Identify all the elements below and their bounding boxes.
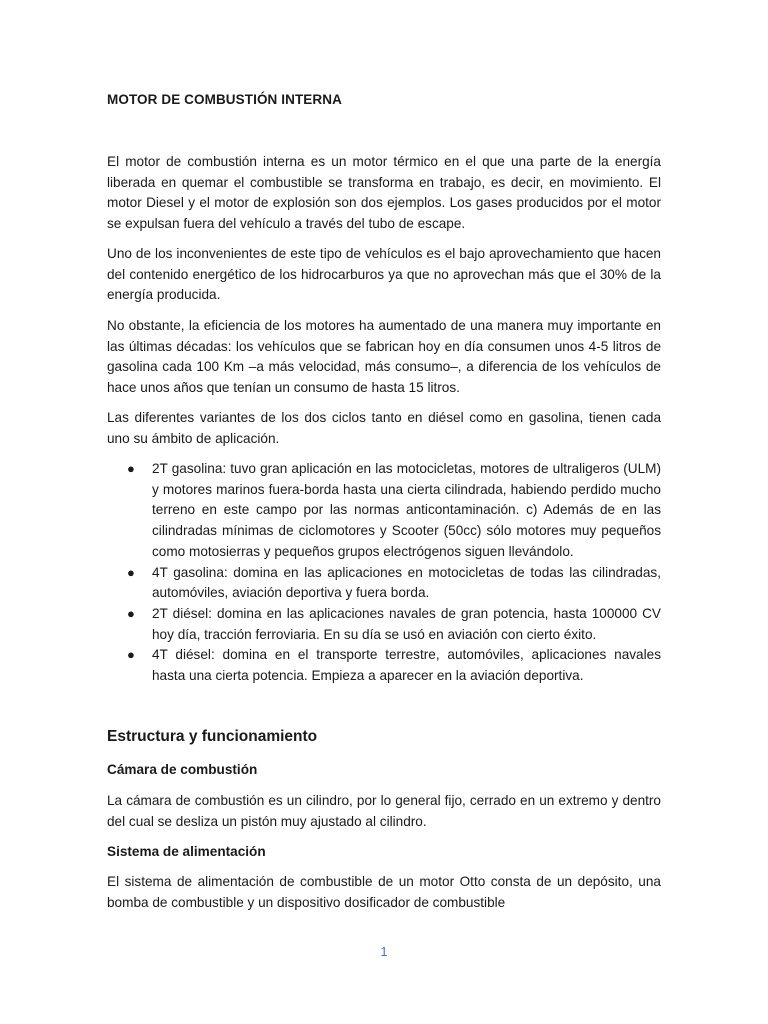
paragraph-alimentacion <box>107 872 661 913</box>
list-item <box>107 604 661 645</box>
bullet-icon: ● <box>127 461 135 476</box>
bullet-icon: ● <box>127 605 135 621</box>
list-item <box>107 459 661 563</box>
subsection-heading-alimentacion: Sistema de alimentación <box>107 844 266 859</box>
bullet-list <box>107 459 661 687</box>
list-item <box>107 563 661 604</box>
list-item-text: 2T diésel: domina en las aplicaciones navales de gran potencia, hasta 100000 CV hoy día, tracción ferroviaria. En su día se usó en aviación con cierto éxito. <box>152 605 661 642</box>
paragraph-text: Uno de los inconvenientes de este tipo de vehículos es el bajo aprovechamiento que hacen del contenido energético de los hidrocarburos ya que no aprovechan más que el 30% de la energía producida. <box>107 246 661 303</box>
bullet-icon: ● <box>127 564 135 580</box>
paragraph-text: El motor de combustión interna es un motor térmico en el que una parte de la energía liberada en quemar el combustible se transforma en trabajo, es decir, en movimiento. El motor Diesel y el motor de explosión son dos ejemplos. Los gases producidos por el motor se expulsan fuera del vehículo a través del tubo de escape. <box>107 154 661 232</box>
list-item <box>107 645 661 686</box>
section-heading: Estructura y funcionamiento <box>107 728 318 745</box>
page-number: 1 <box>380 944 388 959</box>
list-item-text: 4T gasolina: domina en las aplicaciones en motocicletas de todas las cilindradas, automóviles, aviación deportiva y fuera borda. <box>152 564 661 601</box>
paragraph-variantes <box>107 408 661 449</box>
paragraph-camara <box>107 791 661 832</box>
paragraph-text: La cámara de combustión es un cilindro, por lo general fijo, cerrado en un extremo y dentro del cual se desliza un pistón muy ajustado al cilindro. <box>107 793 661 829</box>
paragraph-text: El sistema de alimentación de combustible de un motor Otto consta de un depósito, una bomba de combustible y un dispositivo dosificador de combustible <box>107 874 661 910</box>
paragraph-intro <box>107 152 661 235</box>
subsection-heading-camara: Cámara de combustión <box>107 762 258 777</box>
list-item-text: 4T diésel: domina en el transporte terrestre, automóviles, aplicaciones navales hasta una cierta potencia. Empieza a aparecer en la aviación deportiva. <box>152 647 661 684</box>
paragraph-inconvenientes <box>107 244 661 306</box>
list-item-text: 2T gasolina: tuvo gran aplicación en las motocicletas, motores de ultraligeros (ULM) y motores marinos fuera-borda hasta una cierta cilindrada, habiendo perdido mucho terreno en este campo por las normas anticontaminación. c) Además de en las cilindradas mínimas de ciclomotores y Scooter (50cc) sólo motores muy pequeños como motosierras y pequeños grupos electrógenos siguen llevándolo. <box>152 461 661 559</box>
paragraph-text: Las diferentes variantes de los dos ciclos tanto en diésel como en gasolina, tienen cada uno su ámbito de aplicación. <box>107 410 661 446</box>
paragraph-eficiencia <box>107 316 661 399</box>
bullet-icon: ● <box>127 647 135 663</box>
document-title: MOTOR DE COMBUSTIÓN INTERNA <box>107 92 342 107</box>
paragraph-text: No obstante, la eficiencia de los motores ha aumentado de una manera muy importante en las últimas décadas: los vehículos que se fabrican hoy en día consumen unos 4-5 litros de gasolina cada 100 Km –a más velocidad, más consumo–, a diferencia de los vehículos de hace unos años que tenían un consumo de hasta 15 litros. <box>107 318 661 396</box>
